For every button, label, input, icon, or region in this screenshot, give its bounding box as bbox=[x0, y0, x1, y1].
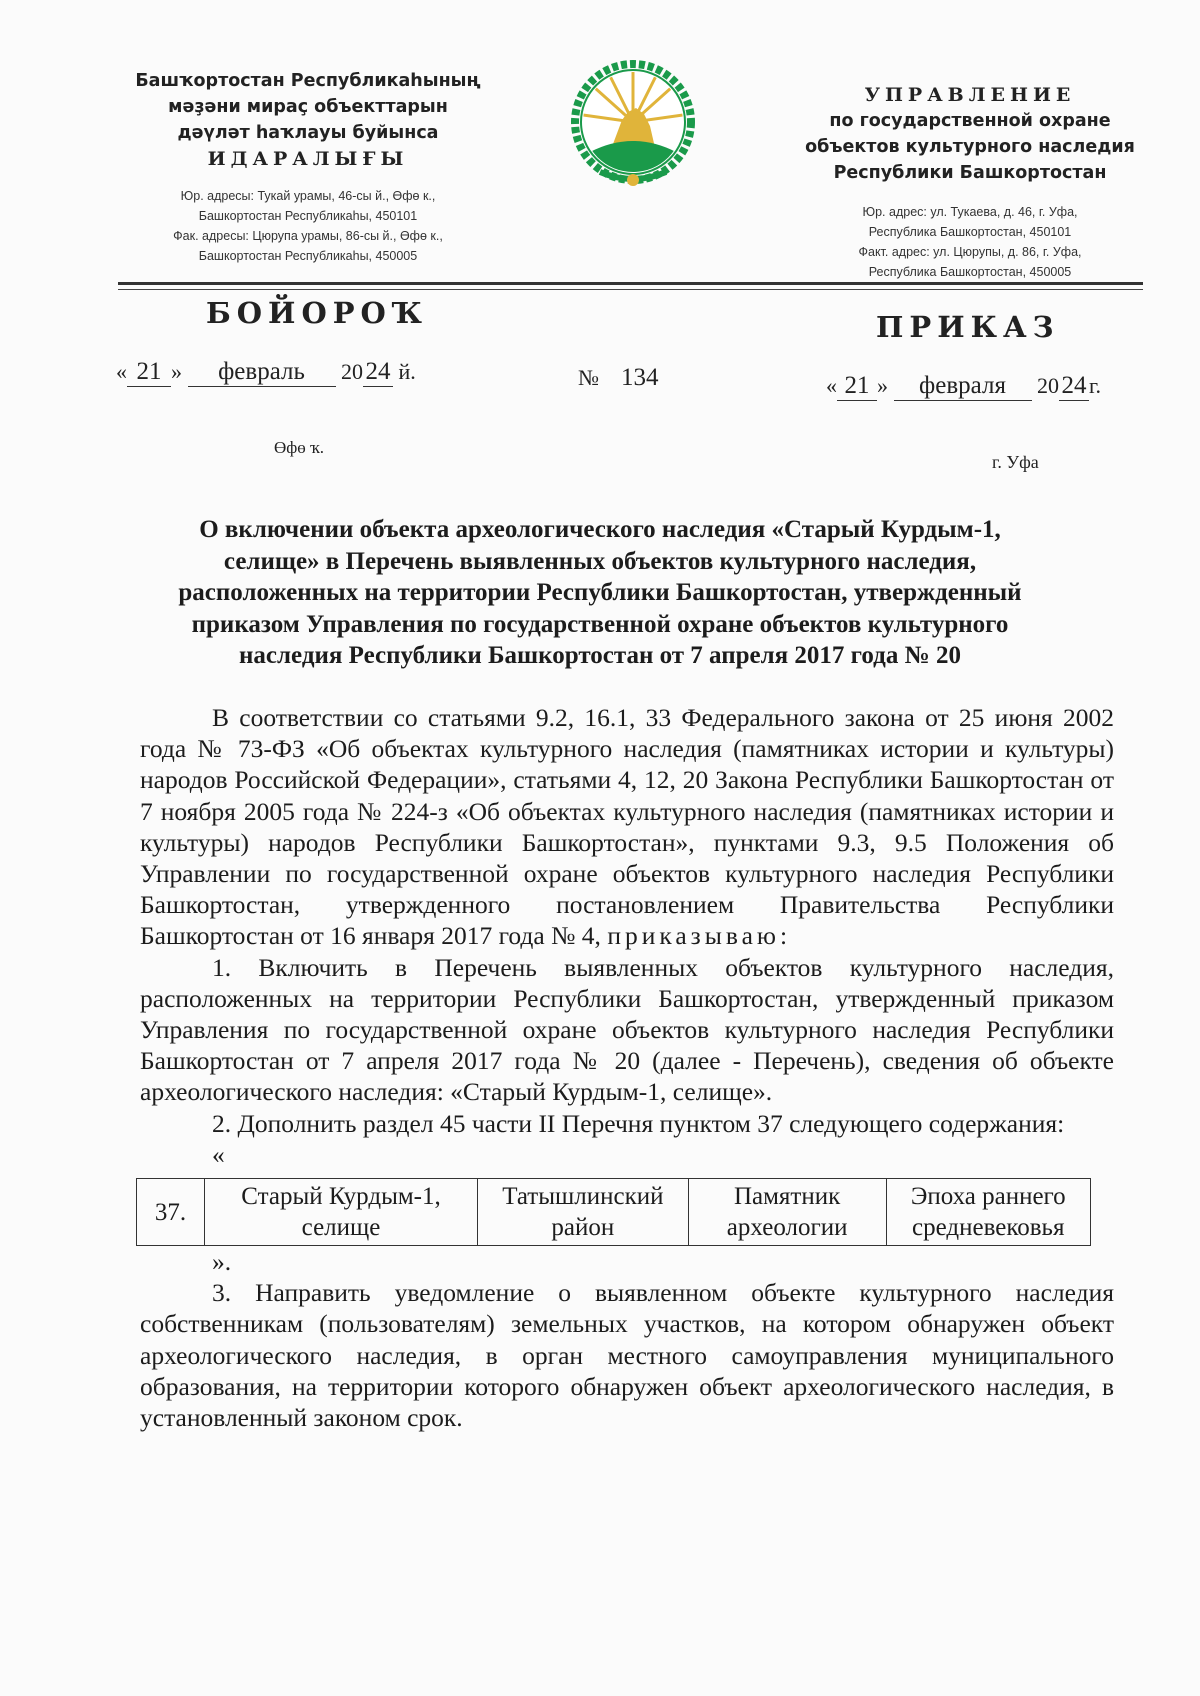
item-1-paragraph: 1. Включить в Перечень выявленных объектов культурного наследия, расположенных на территории Республики Башкортостан, утвержденный приказом Управления по государственной охране объектов культурного наследия Республики Башкортостан от 7 апреля 2017 года № 20 (далее - Перечень), сведения об объекте археологического наследия: «Старый Курдым-1, селище». bbox=[140, 952, 1114, 1107]
date-year: 24 bbox=[363, 358, 393, 387]
title-line: наследия Республики Башкортостан от 7 апреля 2017 года № 20 bbox=[239, 642, 961, 669]
address-line: Республика Башкортостан, 450005 bbox=[868, 265, 1072, 279]
city-russian: г. Уфа bbox=[992, 452, 1039, 472]
address-line: Башкортостан Республикаһы, 450101 bbox=[198, 209, 418, 223]
date-year: 24 bbox=[1059, 372, 1089, 401]
item-2-paragraph: 2. Дополнить раздел 45 части II Перечня пунктом 37 следующего содержания: bbox=[212, 1108, 1065, 1138]
preamble-text: В соответствии со статьями 9.2, 16.1, 33 Федерального закона от 25 июня 2002 года № 73-ФЗ «Об объектах культурного наследия (памятниках истории и культуры) народов Российской Федерации», статьями 4, 12, 20 Закона Республики Башкортостан от 7 ноября 2005 года № 224-з «Об объектах культурного наследия (памятниках истории и культуры) народов Республики Башкортостан», пунктами 9.3, 9.5 Положения об Управлении по государственной охране объектов культурного наследия Республики Башкортостан, утвержденного постановлением Правительства Республики Башкортостан от 16 января 2017 года № 4, bbox=[140, 703, 1114, 951]
address-line: Факт. адрес: ул. Цюрупы, д. 86, г. Уфа, bbox=[858, 245, 1082, 259]
title-line: О включении объекта археологического наследия «Старый Курдым-1, bbox=[199, 516, 1001, 543]
open-quote: « bbox=[212, 1139, 225, 1169]
title-line: приказом Управления по государственной охране объектов культурного bbox=[191, 610, 1009, 638]
title-line: расположенных на территории Республики Башкортостан, утвержденный bbox=[178, 579, 1022, 606]
address-line: Юр. адрес: ул. Тукаева, д. 46, г. Уфа, bbox=[862, 205, 1078, 219]
date-month: февраль bbox=[188, 358, 336, 387]
org-caps: ИДАРАЛЫҒЫ bbox=[207, 148, 409, 170]
date-quote-open: « bbox=[116, 359, 127, 384]
number-sign: № bbox=[578, 365, 599, 390]
item-3-paragraph: 3. Направить уведомление о выявленном объекте культурного наследия собственникам (пользователям) земельных участков, на котором обнаружен объект археологического наследия, в орган местного самоуправления муниципального образования, на территории которого обнаружен объект археологического наследия, в установленный законом срок. bbox=[140, 1278, 1114, 1433]
date-quote-open: « bbox=[826, 373, 837, 398]
title-line: селище» в Перечень выявленных объектов культурного наследия, bbox=[223, 547, 977, 575]
date-month: февраля bbox=[894, 372, 1032, 401]
document-body bbox=[140, 702, 1114, 1433]
date-year-prefix: 20 bbox=[1037, 373, 1059, 398]
date-suffix: й. bbox=[398, 359, 416, 384]
org-line: Башҡортостан Республикаһының bbox=[135, 71, 481, 91]
address-line: Фак. адресы: Цюрупа урамы, 86-сы й., Өфө к., bbox=[173, 229, 443, 243]
document-title bbox=[130, 514, 1070, 672]
header-left-bashkir bbox=[128, 68, 488, 266]
header-divider bbox=[118, 289, 1143, 290]
address-line: Башкортостан Республикаһы, 450005 bbox=[198, 249, 418, 263]
cell-era: Эпоха раннего средневековья bbox=[886, 1179, 1090, 1246]
register-entry-table bbox=[136, 1178, 1091, 1246]
document-number bbox=[578, 364, 659, 392]
org-line: по государственной охране bbox=[829, 111, 1111, 131]
date-quote-close: » bbox=[171, 359, 182, 384]
cell-number: 37. bbox=[137, 1179, 205, 1246]
date-year-prefix: 20 bbox=[341, 359, 363, 384]
number-value: 134 bbox=[621, 364, 659, 391]
org-line: дәүләт һаҡлауы буйынса bbox=[177, 123, 439, 143]
date-quote-close: » bbox=[877, 373, 888, 398]
date-bashkir bbox=[116, 358, 416, 387]
doc-type-bashkir: БОЙОРОҠ bbox=[206, 296, 428, 330]
cell-object-name: Старый Курдым-1, селище bbox=[205, 1179, 478, 1246]
address-line: Республика Башкортостан, 450101 bbox=[868, 225, 1072, 239]
date-day: 21 bbox=[127, 358, 171, 387]
bashkortostan-emblem-icon bbox=[570, 60, 696, 190]
date-day: 21 bbox=[837, 372, 877, 401]
city-bashkir: Өфө ҡ. bbox=[274, 438, 325, 457]
cell-district: Татышлинский район bbox=[478, 1179, 689, 1246]
address-line: Юр. адресы: Тукай урамы, 46-сы й., Өфө к., bbox=[180, 189, 436, 203]
address-block bbox=[795, 202, 1145, 282]
header-right-russian bbox=[795, 82, 1145, 282]
org-line: объектов культурного наследия bbox=[805, 137, 1135, 157]
org-caps: УПРАВЛЕНИЕ bbox=[864, 84, 1076, 106]
address-block bbox=[128, 186, 488, 266]
close-quote: ». bbox=[212, 1247, 232, 1277]
table-row bbox=[137, 1179, 1091, 1246]
header-divider bbox=[118, 282, 1143, 285]
cell-object-type: Памятник археологии bbox=[688, 1179, 886, 1246]
org-line: Республики Башкортостан bbox=[833, 163, 1107, 183]
doc-type-russian: ПРИКАЗ bbox=[876, 310, 1060, 344]
preamble-paragraph bbox=[140, 702, 1114, 952]
date-russian bbox=[826, 372, 1101, 401]
order-word: приказываю: bbox=[607, 921, 792, 951]
date-suffix: г. bbox=[1089, 373, 1102, 398]
org-line: мәҙәни мираҫ объекттарын bbox=[168, 97, 448, 117]
